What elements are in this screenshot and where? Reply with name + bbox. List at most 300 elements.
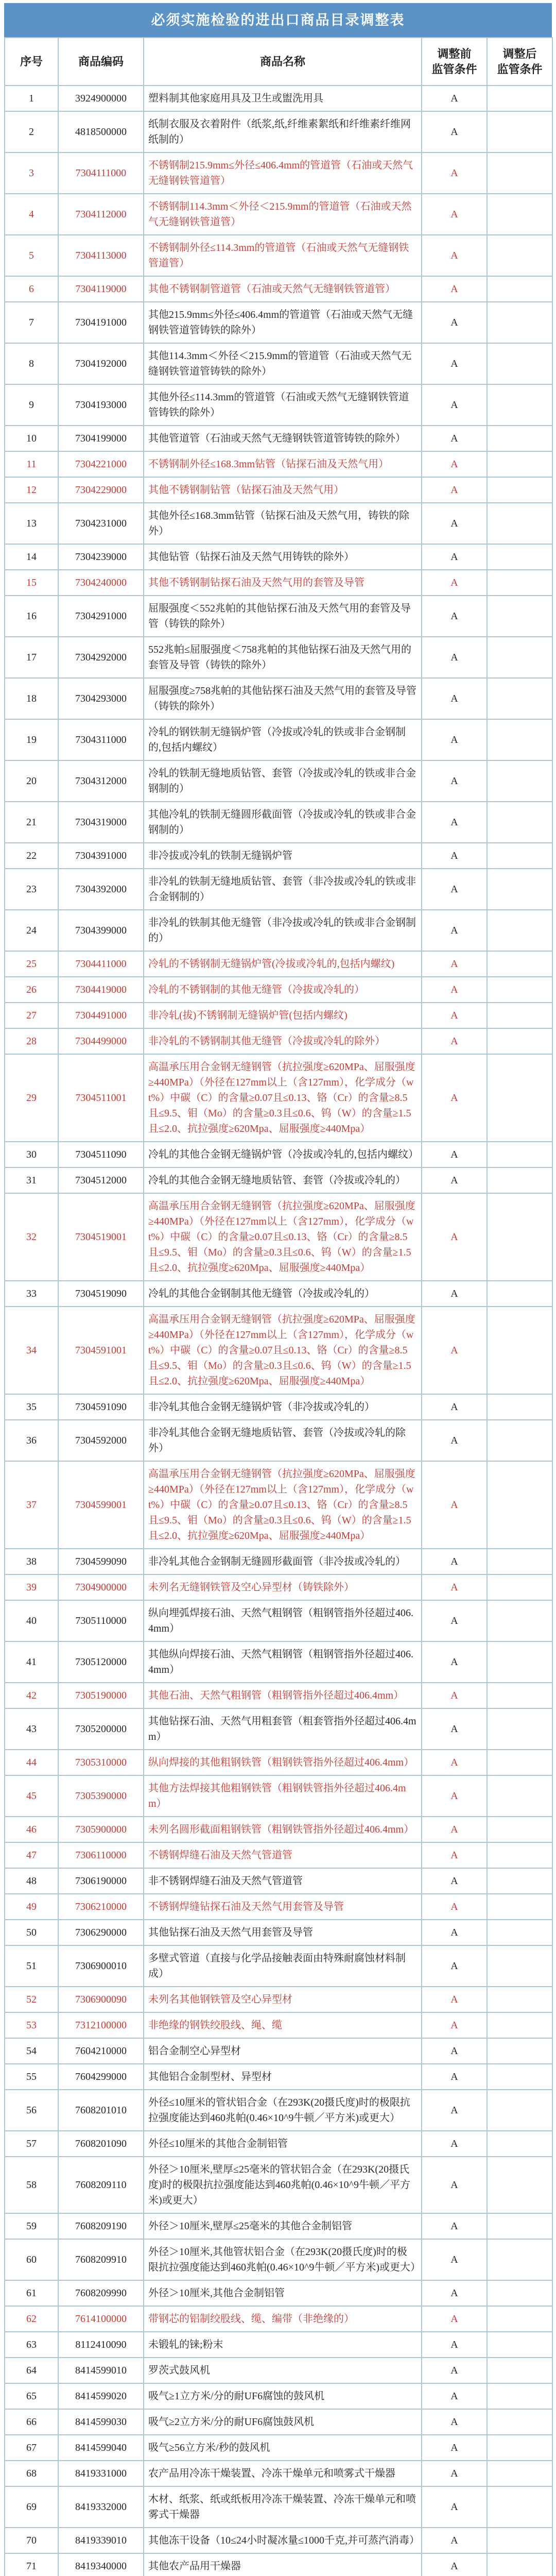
row-number-cell: 49 — [5, 1894, 58, 1920]
commodity-name-cell: 非不锈钢焊缝石油及天然气管道管 — [144, 1868, 422, 1894]
row-number-cell: 33 — [5, 1281, 58, 1307]
table-row — [5, 2553, 552, 2576]
row-number-cell: 11 — [5, 451, 58, 477]
post-adjustment-condition-cell — [487, 343, 552, 384]
post-adjustment-condition-cell — [487, 1708, 552, 1750]
commodity-code-cell: 7304293000 — [58, 678, 144, 719]
commodity-name-cell: 吸气≥2立方米/分的耐UF6腐蚀鼓风机 — [144, 2409, 422, 2435]
row-number-cell: 10 — [5, 426, 58, 451]
pre-adjustment-condition-cell: A — [422, 1394, 487, 1420]
commodity-name-cell: 非冷轧的铁制其他无缝管（非冷拔或冷轧的铁或非合金钢制的） — [144, 910, 422, 951]
commodity-code-cell: 7304399000 — [58, 910, 144, 951]
table-row — [5, 276, 552, 302]
pre-adjustment-condition-cell: A — [422, 802, 487, 843]
row-number-cell: 28 — [5, 1028, 58, 1054]
row-number-cell: 13 — [5, 503, 58, 544]
pre-adjustment-condition-cell: A — [422, 1167, 487, 1193]
commodity-code-cell: 7304199000 — [58, 426, 144, 451]
table-row — [5, 2090, 552, 2131]
post-adjustment-condition-cell — [487, 2038, 552, 2064]
pre-adjustment-condition-cell: A — [422, 2332, 487, 2358]
row-number-cell: 41 — [5, 1641, 58, 1683]
row-number-cell: 53 — [5, 2012, 58, 2038]
table-row — [5, 1775, 552, 1817]
post-adjustment-condition-cell — [487, 2409, 552, 2435]
commodity-code-cell: 7305200000 — [58, 1708, 144, 1750]
pre-adjustment-condition-cell: A — [422, 2435, 487, 2461]
commodity-name-cell: 冷轧的其他合金钢无缝锅炉管（冷拔或冷轧的,包括内螺纹） — [144, 1142, 422, 1167]
commodity-code-cell: 7304491000 — [58, 1003, 144, 1028]
table-row — [5, 678, 552, 719]
table-row — [5, 570, 552, 596]
commodity-code-cell: 7304191000 — [58, 302, 144, 343]
post-adjustment-condition-cell — [487, 86, 552, 111]
commodity-name-cell: 其他不锈钢制管道管（石油或天然气无缝钢铁管道管） — [144, 276, 422, 302]
row-number-cell: 59 — [5, 2213, 58, 2239]
table-row — [5, 1574, 552, 1600]
pre-adjustment-condition-cell: A — [422, 1549, 487, 1574]
row-number-cell: 37 — [5, 1461, 58, 1549]
post-adjustment-condition-cell — [487, 302, 552, 343]
commodity-name-cell: 非冷轧其他合金钢无缝锅炉管（非冷拔或冷轧的） — [144, 1394, 422, 1420]
post-adjustment-condition-cell — [487, 2461, 552, 2486]
commodity-name-cell: 吸气≥56立方米/秒的鼓风机 — [144, 2435, 422, 2461]
pre-adjustment-condition-cell: A — [422, 2306, 487, 2332]
table-row — [5, 2332, 552, 2358]
row-number-cell: 38 — [5, 1549, 58, 1574]
post-adjustment-condition-cell — [487, 451, 552, 477]
table-row — [5, 1003, 552, 1028]
commodity-code-cell: 7304312000 — [58, 760, 144, 802]
pre-adjustment-condition-cell: A — [422, 678, 487, 719]
row-number-cell: 36 — [5, 1420, 58, 1461]
commodity-code-cell: 7304229000 — [58, 477, 144, 503]
row-number-cell: 24 — [5, 910, 58, 951]
row-number-cell: 56 — [5, 2090, 58, 2131]
table-row — [5, 2157, 552, 2213]
commodity-code-cell: 7304519001 — [58, 1193, 144, 1281]
commodity-code-cell: 7608209990 — [58, 2280, 144, 2306]
row-number-cell: 44 — [5, 1750, 58, 1775]
commodity-code-cell: 7306190000 — [58, 1868, 144, 1894]
pre-adjustment-condition-cell: A — [422, 1420, 487, 1461]
post-adjustment-condition-cell — [487, 1987, 552, 2012]
post-adjustment-condition-cell — [487, 910, 552, 951]
commodity-code-cell: 7305900000 — [58, 1817, 144, 1842]
row-number-cell: 4 — [5, 194, 58, 235]
post-adjustment-condition-cell — [487, 1683, 552, 1708]
pre-adjustment-condition-cell: A — [422, 1281, 487, 1307]
post-adjustment-condition-cell — [487, 719, 552, 760]
pre-adjustment-condition-cell: A — [422, 1987, 487, 2012]
post-adjustment-condition-cell — [487, 2435, 552, 2461]
post-adjustment-condition-cell — [487, 152, 552, 194]
post-adjustment-condition-cell — [487, 1003, 552, 1028]
column-header-name: 商品名称 — [144, 38, 422, 86]
commodity-code-cell: 7304193000 — [58, 384, 144, 426]
commodity-name-cell: 不锈钢焊缝石油及天然气管道管 — [144, 1842, 422, 1868]
table-row — [5, 2383, 552, 2409]
pre-adjustment-condition-cell: A — [422, 951, 487, 977]
post-adjustment-condition-cell — [487, 802, 552, 843]
table-row — [5, 2012, 552, 2038]
page-title: 必须实施检验的进出口商品目录调整表 — [4, 3, 552, 37]
pre-adjustment-condition-cell: A — [422, 194, 487, 235]
post-adjustment-condition-cell — [487, 1307, 552, 1394]
commodity-code-cell: 8419332000 — [58, 2486, 144, 2528]
table-row — [5, 1920, 552, 1945]
table-row — [5, 302, 552, 343]
commodity-code-cell: 7304419000 — [58, 977, 144, 1003]
commodity-code-cell: 7304192000 — [58, 343, 144, 384]
post-adjustment-condition-cell — [487, 235, 552, 276]
commodity-code-cell: 7304319000 — [58, 802, 144, 843]
commodity-code-cell: 7306900090 — [58, 1987, 144, 2012]
commodity-name-cell: 外径≤10厘米的管状铝合金（在293K(20摄氏度)时的极限抗拉强度能达到460兆帕(0.46×10^9牛顿／平方米)或更大） — [144, 2090, 422, 2131]
commodity-name-cell: 其他不锈钢制钻探石油及天然气用的套管及导管 — [144, 570, 422, 596]
row-number-cell: 60 — [5, 2239, 58, 2280]
commodity-code-cell: 8419331000 — [58, 2461, 144, 2486]
pre-adjustment-condition-cell: A — [422, 869, 487, 910]
pre-adjustment-condition-cell: A — [422, 637, 487, 678]
commodity-name-cell: 其他钻探石油及天然气用套管及导管 — [144, 1920, 422, 1945]
commodity-name-cell: 其他外径≤114.3mm的管道管（石油或天然气无缝钢铁管道管铸铁的除外） — [144, 384, 422, 426]
commodity-code-cell: 7304499000 — [58, 1028, 144, 1054]
pre-adjustment-condition-cell: A — [422, 1142, 487, 1167]
pre-adjustment-condition-cell: A — [422, 1003, 487, 1028]
post-adjustment-condition-cell — [487, 2090, 552, 2131]
commodity-code-cell: 7304392000 — [58, 869, 144, 910]
pre-adjustment-condition-cell: A — [422, 570, 487, 596]
table-header — [5, 38, 552, 86]
commodity-name-cell: 罗茨式鼓风机 — [144, 2358, 422, 2383]
commodity-code-cell: 7304240000 — [58, 570, 144, 596]
post-adjustment-condition-cell — [487, 2383, 552, 2409]
table-row — [5, 1842, 552, 1868]
row-number-cell: 9 — [5, 384, 58, 426]
commodity-name-cell: 未列名圆形截面粗钢铁管（粗钢铁管指外径超过406.4mm） — [144, 1817, 422, 1842]
commodity-name-cell: 带钢芯的铝制绞股线、缆、编带（非绝缘的） — [144, 2306, 422, 2332]
commodity-code-cell: 7305390000 — [58, 1775, 144, 1817]
commodity-name-cell: 塑料制其他家庭用具及卫生或盥洗用具 — [144, 86, 422, 111]
row-number-cell: 40 — [5, 1600, 58, 1641]
row-number-cell: 46 — [5, 1817, 58, 1842]
post-adjustment-condition-cell — [487, 1028, 552, 1054]
commodity-name-cell: 不锈钢制外径≤168.3mm钻管（钻探石油及天然气用） — [144, 451, 422, 477]
row-number-cell: 5 — [5, 235, 58, 276]
table-row — [5, 1868, 552, 1894]
table-row — [5, 802, 552, 843]
table-row — [5, 1307, 552, 1394]
table-row — [5, 1945, 552, 1987]
row-number-cell: 20 — [5, 760, 58, 802]
row-number-cell: 62 — [5, 2306, 58, 2332]
commodity-name-cell: 外径＞10厘米,壁厚≤25毫米的其他合金制铝管 — [144, 2213, 422, 2239]
post-adjustment-condition-cell — [487, 2012, 552, 2038]
commodity-name-cell: 其他冻干设备（10≤24小时凝冰量≤1000千克,并可蒸汽消毒） — [144, 2528, 422, 2553]
table-row — [5, 235, 552, 276]
commodity-code-cell: 7312100000 — [58, 2012, 144, 2038]
row-number-cell: 32 — [5, 1193, 58, 1281]
commodity-name-cell: 高温承压用合金钢无缝钢管（抗拉强度≥620MPa、屈服强度≥440MPa）（外径在127mm以上（含127mm），化学成分（wt%）中碳（C）的含量≥0.07且≤0.13、铬（Cr）的含量≥8.5且≤9.5、钼（Mo）的含量≥0.3且≤0.6、钨（W）的含量≥1.5且≤2.0、抗拉强度≥620Mpa、屈服强度≥440Mpa） — [144, 1307, 422, 1394]
table-row — [5, 1054, 552, 1142]
row-number-cell: 30 — [5, 1142, 58, 1167]
table-row — [5, 384, 552, 426]
commodity-name-cell: 其他215.9mm≤外径≤406.4mm的管道管（石油或天然气无缝钢铁管道管铸铁的除外） — [144, 302, 422, 343]
row-number-cell: 29 — [5, 1054, 58, 1142]
pre-adjustment-condition-cell: A — [422, 910, 487, 951]
row-number-cell: 66 — [5, 2409, 58, 2435]
row-number-cell: 45 — [5, 1775, 58, 1817]
table-row — [5, 1461, 552, 1549]
table-row — [5, 2528, 552, 2553]
commodity-name-cell: 其他不锈钢制钻管（钻探石油及天然气用） — [144, 477, 422, 503]
commodity-code-cell: 7305310000 — [58, 1750, 144, 1775]
commodity-code-cell: 7304119000 — [58, 276, 144, 302]
commodity-code-cell: 7304512000 — [58, 1167, 144, 1193]
table-row — [5, 1987, 552, 2012]
pre-adjustment-condition-cell: A — [422, 1750, 487, 1775]
pre-adjustment-condition-cell: A — [422, 843, 487, 869]
post-adjustment-condition-cell — [487, 843, 552, 869]
column-header-serial: 序号 — [5, 38, 58, 86]
table-row — [5, 544, 552, 570]
post-adjustment-condition-cell — [487, 1420, 552, 1461]
commodity-name-cell: 非绝缘的钢铁绞股线、绳、缆 — [144, 2012, 422, 2038]
row-number-cell: 68 — [5, 2461, 58, 2486]
row-number-cell: 22 — [5, 843, 58, 869]
column-header-post-condition: 调整后 监管条件 — [487, 38, 552, 86]
table-row — [5, 1683, 552, 1708]
row-number-cell: 27 — [5, 1003, 58, 1028]
post-adjustment-condition-cell — [487, 637, 552, 678]
pre-adjustment-condition-cell: A — [422, 977, 487, 1003]
row-number-cell: 15 — [5, 570, 58, 596]
row-number-cell: 50 — [5, 1920, 58, 1945]
table-row — [5, 152, 552, 194]
post-adjustment-condition-cell — [487, 1281, 552, 1307]
table-row — [5, 111, 552, 152]
pre-adjustment-condition-cell: A — [422, 2157, 487, 2213]
commodity-code-cell: 8414599010 — [58, 2358, 144, 2383]
post-adjustment-condition-cell — [487, 2553, 552, 2576]
row-number-cell: 3 — [5, 152, 58, 194]
commodity-code-cell: 7304311000 — [58, 719, 144, 760]
commodity-code-cell: 7614100000 — [58, 2306, 144, 2332]
commodity-name-cell: 木材、纸浆、纸或纸板用冷冻干燥装置、冷冻干燥单元和喷雾式干燥器 — [144, 2486, 422, 2528]
pre-adjustment-condition-cell: A — [422, 719, 487, 760]
row-number-cell: 17 — [5, 637, 58, 678]
table-row — [5, 637, 552, 678]
pre-adjustment-condition-cell: A — [422, 152, 487, 194]
commodity-name-cell: 冷轧的其他合金钢无缝地质钻管、套管（冷拔或冷轧的） — [144, 1167, 422, 1193]
commodity-name-cell: 不锈钢焊缝钻探石油及天然气用套管及导管 — [144, 1894, 422, 1920]
row-number-cell: 21 — [5, 802, 58, 843]
column-header-pre-condition: 调整前 监管条件 — [422, 38, 487, 86]
commodity-code-cell: 7306900010 — [58, 1945, 144, 1987]
commodity-code-cell: 7304511001 — [58, 1054, 144, 1142]
commodity-name-cell: 未锻轧的铼;粉末 — [144, 2332, 422, 2358]
table-row — [5, 2358, 552, 2383]
row-number-cell: 19 — [5, 719, 58, 760]
pre-adjustment-condition-cell: A — [422, 596, 487, 637]
post-adjustment-condition-cell — [487, 1920, 552, 1945]
commodity-name-cell: 冷轧的铁制无缝地质钻管、套管（冷拔或冷轧的铁或非合金钢制的） — [144, 760, 422, 802]
commodity-code-cell: 7608209910 — [58, 2239, 144, 2280]
post-adjustment-condition-cell — [487, 384, 552, 426]
commodity-name-cell: 非冷轧的铁制无缝地质钻管、套管（非冷拔或冷轧的铁或非合金钢制的） — [144, 869, 422, 910]
pre-adjustment-condition-cell: A — [422, 503, 487, 544]
pre-adjustment-condition-cell: A — [422, 2528, 487, 2553]
row-number-cell: 63 — [5, 2332, 58, 2358]
pre-adjustment-condition-cell: A — [422, 2064, 487, 2090]
post-adjustment-condition-cell — [487, 2064, 552, 2090]
pre-adjustment-condition-cell: A — [422, 2090, 487, 2131]
commodity-name-cell: 其他114.3mm＜外径＜215.9mm的管道管（石油或天然气无缝钢铁管道管铸铁的除外） — [144, 343, 422, 384]
post-adjustment-condition-cell — [487, 1868, 552, 1894]
post-adjustment-condition-cell — [487, 2528, 552, 2553]
table-row — [5, 451, 552, 477]
commodity-name-cell: 非冷轧其他合金钢制无缝圆形截面管（非冷拔或冷轧的） — [144, 1549, 422, 1574]
post-adjustment-condition-cell — [487, 951, 552, 977]
pre-adjustment-condition-cell: A — [422, 384, 487, 426]
row-number-cell: 69 — [5, 2486, 58, 2528]
column-header-code: 商品编码 — [58, 38, 144, 86]
table-row — [5, 426, 552, 451]
pre-adjustment-condition-cell: A — [422, 1054, 487, 1142]
post-adjustment-condition-cell — [487, 1842, 552, 1868]
row-number-cell: 61 — [5, 2280, 58, 2306]
table-row — [5, 477, 552, 503]
table-row — [5, 1894, 552, 1920]
pre-adjustment-condition-cell: A — [422, 2213, 487, 2239]
commodity-code-cell: 7608209110 — [58, 2157, 144, 2213]
row-number-cell: 67 — [5, 2435, 58, 2461]
table-row — [5, 1750, 552, 1775]
post-adjustment-condition-cell — [487, 2306, 552, 2332]
post-adjustment-condition-cell — [487, 2239, 552, 2280]
row-number-cell: 25 — [5, 951, 58, 977]
row-number-cell: 42 — [5, 1683, 58, 1708]
table-row — [5, 760, 552, 802]
commodity-name-cell: 其他方法焊接其他粗钢铁管（粗钢铁管指外径超过406.4mm） — [144, 1775, 422, 1817]
commodity-code-cell: 3924900000 — [58, 86, 144, 111]
pre-adjustment-condition-cell: A — [422, 426, 487, 451]
table-row — [5, 2213, 552, 2239]
post-adjustment-condition-cell — [487, 596, 552, 637]
commodity-name-cell: 非冷轧的不锈钢制其他无缝管（冷拔或冷轧的除外） — [144, 1028, 422, 1054]
post-adjustment-condition-cell — [487, 2332, 552, 2358]
table-row — [5, 2064, 552, 2090]
row-number-cell: 51 — [5, 1945, 58, 1987]
pre-adjustment-condition-cell: A — [422, 1683, 487, 1708]
post-adjustment-condition-cell — [487, 570, 552, 596]
commodity-code-cell: 7306110000 — [58, 1842, 144, 1868]
commodity-code-cell: 7304239000 — [58, 544, 144, 570]
commodity-name-cell: 吸气≥1立方米/分的耐UF6腐蚀的鼓风机 — [144, 2383, 422, 2409]
table-row — [5, 1420, 552, 1461]
table-row — [5, 951, 552, 977]
table-row — [5, 2306, 552, 2332]
table-row — [5, 1281, 552, 1307]
post-adjustment-condition-cell — [487, 1600, 552, 1641]
commodity-code-cell: 7306290000 — [58, 1920, 144, 1945]
table-row — [5, 1028, 552, 1054]
row-number-cell: 7 — [5, 302, 58, 343]
commodity-name-cell: 其他冷轧的铁制无缝圆形截面管（冷拔或冷轧的铁或非合金钢制的） — [144, 802, 422, 843]
row-number-cell: 39 — [5, 1574, 58, 1600]
commodity-name-cell: 其他铝合金制型材、异型材 — [144, 2064, 422, 2090]
table-row — [5, 1193, 552, 1281]
pre-adjustment-condition-cell: A — [422, 760, 487, 802]
catalog-table — [4, 37, 553, 2576]
commodity-code-cell: 7608201090 — [58, 2131, 144, 2157]
table-row — [5, 194, 552, 235]
table-row — [5, 596, 552, 637]
pre-adjustment-condition-cell: A — [422, 2358, 487, 2383]
post-adjustment-condition-cell — [487, 2486, 552, 2528]
pre-adjustment-condition-cell: A — [422, 1461, 487, 1549]
commodity-name-cell: 不锈钢制外径≤114.3mm的管道管（石油或天然气无缝钢铁管道管） — [144, 235, 422, 276]
row-number-cell: 18 — [5, 678, 58, 719]
post-adjustment-condition-cell — [487, 2358, 552, 2383]
table-row — [5, 2239, 552, 2280]
commodity-name-cell: 其他纵向焊接石油、天然气粗钢管（粗钢管指外径超过406.4mm） — [144, 1641, 422, 1683]
commodity-code-cell: 7304221000 — [58, 451, 144, 477]
commodity-name-cell: 多壁式管道（直接与化学品接触表面由特殊耐腐蚀材料制成） — [144, 1945, 422, 1987]
commodity-name-cell: 铝合金制空心异型材 — [144, 2038, 422, 2064]
pre-adjustment-condition-cell: A — [422, 451, 487, 477]
table-row — [5, 1394, 552, 1420]
pre-adjustment-condition-cell: A — [422, 235, 487, 276]
header-row — [5, 38, 552, 86]
pre-adjustment-condition-cell: A — [422, 343, 487, 384]
row-number-cell: 12 — [5, 477, 58, 503]
pre-adjustment-condition-cell: A — [422, 111, 487, 152]
commodity-code-cell: 7304592000 — [58, 1420, 144, 1461]
commodity-name-cell: 未列名其他钢铁管及空心异型材 — [144, 1987, 422, 2012]
post-adjustment-condition-cell — [487, 1750, 552, 1775]
commodity-code-cell: 7306210000 — [58, 1894, 144, 1920]
pre-adjustment-condition-cell: A — [422, 1945, 487, 1987]
row-number-cell: 16 — [5, 596, 58, 637]
commodity-code-cell: 7305110000 — [58, 1600, 144, 1641]
commodity-code-cell: 8414599030 — [58, 2409, 144, 2435]
commodity-name-cell: 外径＞10厘米,其他合金制铝管 — [144, 2280, 422, 2306]
commodity-code-cell: 7304113000 — [58, 235, 144, 276]
pre-adjustment-condition-cell: A — [422, 1894, 487, 1920]
pre-adjustment-condition-cell: A — [422, 2280, 487, 2306]
pre-adjustment-condition-cell: A — [422, 2553, 487, 2576]
post-adjustment-condition-cell — [487, 2131, 552, 2157]
commodity-name-cell: 冷轧的其他合金钢制其他无缝管（冷拔或冷轧的） — [144, 1281, 422, 1307]
table-row — [5, 910, 552, 951]
post-adjustment-condition-cell — [487, 2213, 552, 2239]
commodity-name-cell: 其他钻探石油、天然气用粗套管（粗套管指外径超过406.4mm） — [144, 1708, 422, 1750]
table-row — [5, 2461, 552, 2486]
row-number-cell: 23 — [5, 869, 58, 910]
post-adjustment-condition-cell — [487, 477, 552, 503]
post-adjustment-condition-cell — [487, 760, 552, 802]
pre-adjustment-condition-cell: A — [422, 1920, 487, 1945]
table-row — [5, 1708, 552, 1750]
row-number-cell: 55 — [5, 2064, 58, 2090]
pre-adjustment-condition-cell: A — [422, 1307, 487, 1394]
commodity-code-cell: 7304519090 — [58, 1281, 144, 1307]
commodity-name-cell: 未列名无缝钢铁管及空心异型材（铸铁除外） — [144, 1574, 422, 1600]
commodity-name-cell: 不锈钢制114.3mm＜外径＜215.9mm的管道管（石油或天然气无缝钢铁管道管） — [144, 194, 422, 235]
commodity-name-cell: 其他农产品用干燥器 — [144, 2553, 422, 2576]
